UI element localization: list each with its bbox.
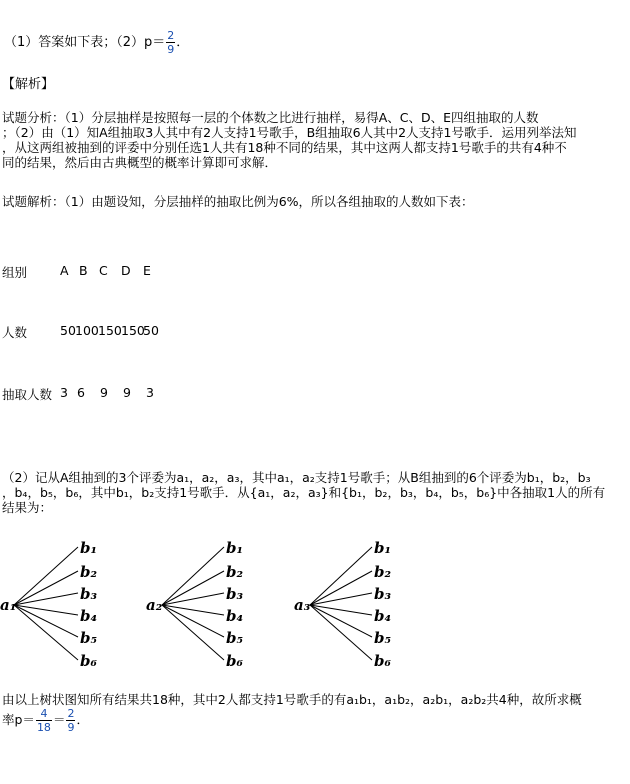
- table-cell: 3: [60, 385, 68, 400]
- table-cell: D: [121, 263, 131, 278]
- tree-leaf-label: b₃: [226, 585, 244, 603]
- table-cell: 150: [121, 323, 145, 338]
- part2-line-3: 结果为：: [2, 500, 53, 515]
- answer-line: [4, 30, 189, 55]
- conclusion-fraction-1: [36, 708, 52, 733]
- conclusion-frac1-den: 18: [36, 721, 51, 734]
- table-cell: C: [99, 263, 108, 278]
- solution-line: 试题解析：（1）由题设知，分层抽样的抽取比例为6%，所以各组抽取的人数如下表：: [2, 194, 474, 209]
- tree-leaf-label: b₂: [374, 563, 392, 581]
- answer-prefix: （1）答案如下表；（2）p＝: [4, 35, 166, 50]
- tree-leaf-label: b₁: [226, 539, 244, 557]
- table-row-label: 人数: [2, 325, 28, 340]
- tree-leaf-label: b₁: [374, 539, 392, 557]
- part2-paragraph: [2, 470, 628, 515]
- tree-leaf-label: b₄: [226, 607, 244, 625]
- tree-a2: [146, 539, 243, 670]
- tree-leaf-label: b₅: [226, 629, 244, 647]
- tree-leaf-label: b₃: [80, 585, 98, 603]
- analysis-line-2: ；（2）由（1）知A组抽取3人其中有2人支持1号歌手，B组抽取6人其中2人支持1号歌手．运用列举法知: [2, 125, 577, 140]
- tree-leaf-label: b₆: [226, 652, 244, 670]
- table-cell: 9: [123, 385, 131, 400]
- conclusion-suffix: ．: [76, 712, 89, 727]
- answer-suffix: ．: [176, 35, 190, 50]
- conclusion-frac1-num: 4: [36, 708, 52, 721]
- table-row-label: 抽取人数: [2, 387, 53, 402]
- tree-diagram: [0, 535, 630, 675]
- tree-leaf-label: b₂: [226, 563, 244, 581]
- table-cell: B: [79, 263, 88, 278]
- table-cell: 150: [98, 323, 122, 338]
- conclusion-frac2-den: 9: [67, 721, 75, 734]
- table-cell: 9: [100, 385, 108, 400]
- conclusion-line-1: 由以上树状图知所有结果共18种，其中2人都支持1号歌手的有a₁b₁，a₁b₂，a₂b₁，a₂b₂共4种，故所求概: [2, 692, 582, 707]
- answer-frac-num: 2: [167, 29, 175, 42]
- analysis-line-3: ，从这两组被抽到的评委中分别任选1人共有18种不同的结果，其中这两人都支持1号歌手的共有4种不: [2, 140, 567, 155]
- tree-root-label: a₂: [146, 596, 163, 614]
- analysis-line-4: 同的结果，然后由古典概型的概率计算即可求解．: [2, 155, 278, 170]
- conclusion-equals: ＝: [52, 712, 66, 727]
- section-title: 【解析】: [2, 77, 55, 92]
- part2-line-2: ，b₄，b₅，b₆，其中b₁，b₂支持1号歌手．从{a₁，a₂，a₃}和{b₁，b₂，b₃，b₄，b₅，b₆}中各抽取1人的所有: [2, 485, 606, 500]
- tree-leaf-label: b₂: [80, 563, 98, 581]
- tree-a1: [0, 539, 97, 670]
- conclusion-prefix: 率p＝: [2, 712, 35, 727]
- table-cell: 50: [143, 323, 159, 338]
- tree-leaf-label: b₁: [80, 539, 98, 557]
- table-row-label: 组别: [2, 265, 28, 280]
- conclusion-fraction-2: [66, 708, 75, 733]
- analysis-paragraph: [2, 110, 628, 170]
- tree-leaf-label: b₆: [80, 652, 98, 670]
- tree-leaf-label: b₅: [374, 629, 392, 647]
- answer-frac-den: 9: [167, 43, 175, 56]
- analysis-line-1: 试题分析：（1）分层抽样是按照每一层的个体数之比进行抽样，易得A、C、D、E四组抽取的人数: [2, 110, 539, 125]
- table-cell: 50: [60, 323, 76, 338]
- table-cell: 100: [75, 323, 99, 338]
- tree-leaf-label: b₄: [80, 607, 98, 625]
- table-cell: 6: [77, 385, 85, 400]
- table-cell: A: [60, 263, 69, 278]
- tree-a3: [294, 539, 391, 670]
- answer-fraction: [166, 30, 175, 55]
- tree-root-label: a₁: [0, 596, 17, 614]
- table-cell: E: [143, 263, 151, 278]
- tree-root-label: a₃: [294, 596, 311, 614]
- tree-leaf-label: b₆: [374, 652, 392, 670]
- part2-line-1: （2）记从A组抽到的3个评委为a₁，a₂，a₃，其中a₁，a₂支持1号歌手；从B组抽到的6个评委为b₁，b₂，b₃: [2, 470, 591, 485]
- table-cell: 3: [146, 385, 154, 400]
- tree-leaf-label: b₄: [374, 607, 392, 625]
- tree-leaf-label: b₃: [374, 585, 392, 603]
- tree-leaf-label: b₅: [80, 629, 98, 647]
- conclusion-frac2-num: 2: [67, 707, 75, 720]
- conclusion-line-2: [2, 708, 89, 733]
